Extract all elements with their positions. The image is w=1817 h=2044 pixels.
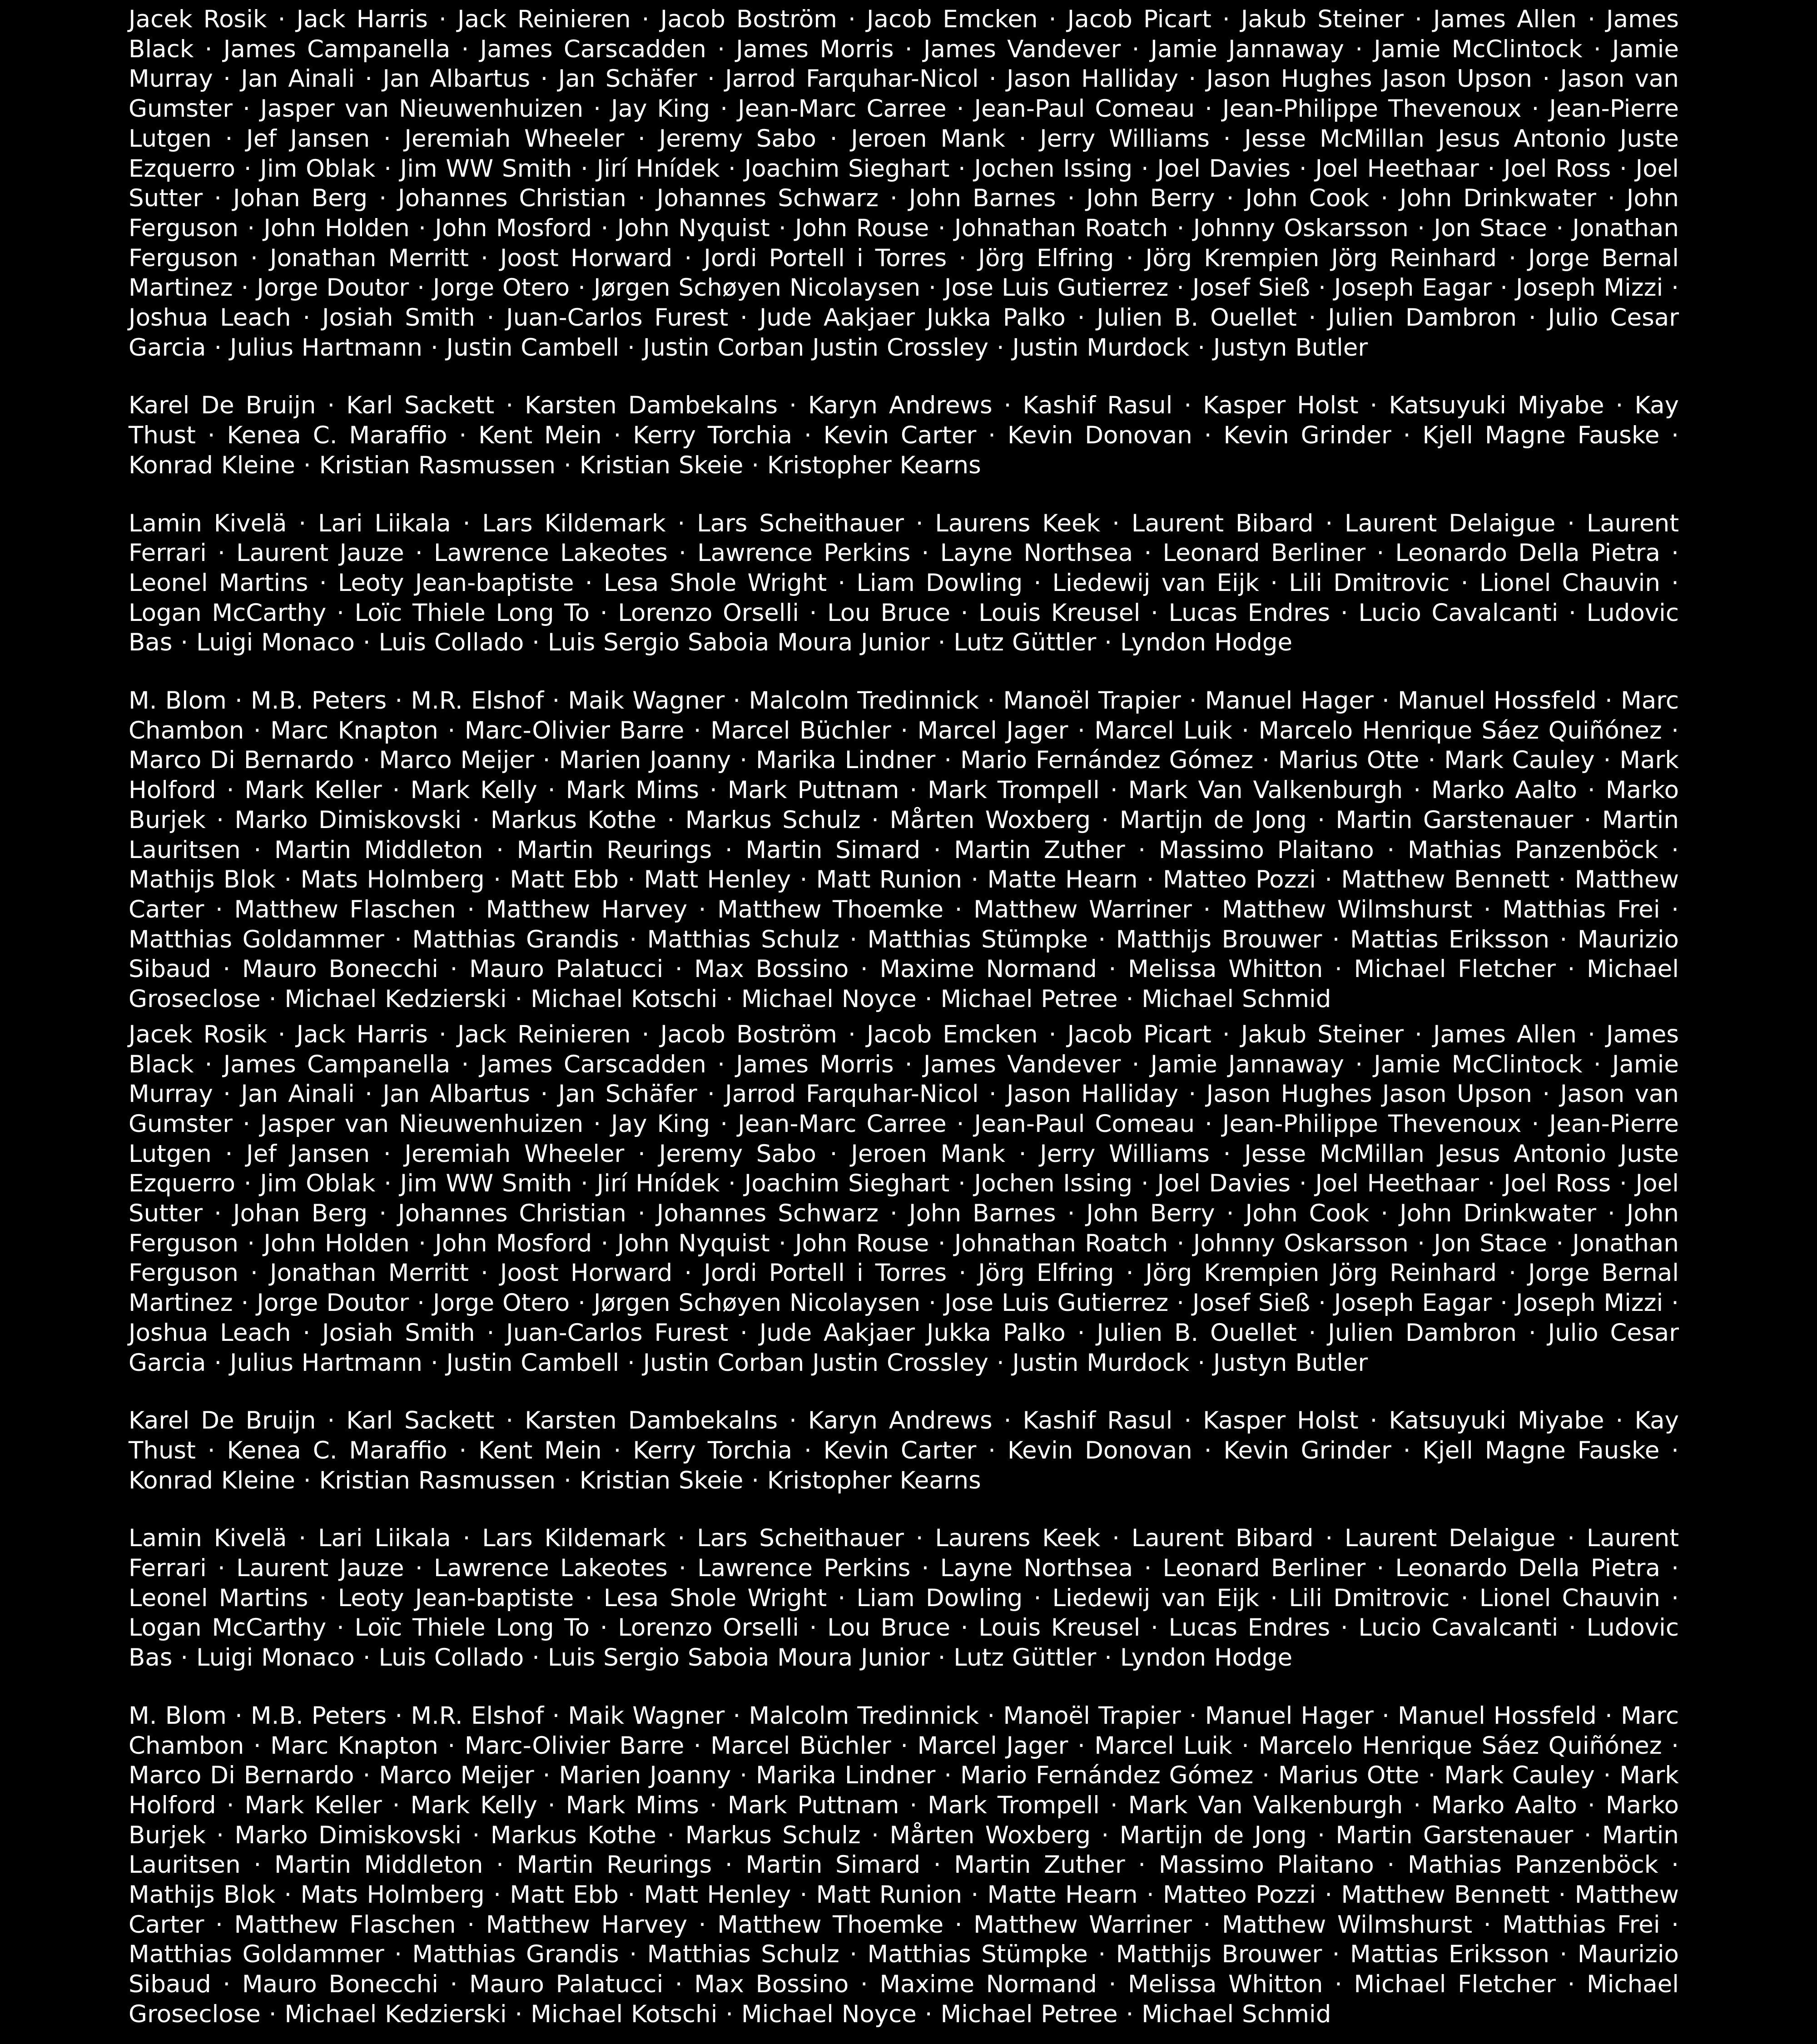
credits-paragraph-k-repeat: Karel De Bruijn · Karl Sackett · Karsten Dambekalns · Karyn Andrews · Kashif Rasul · Kasper Holst · Katsuyuki Miyabe · Kay Thust · Kenea C. Maraffio · Kent Mein · Kerry Torchia · Kevin Carter · Kevin Donovan · Kevin Grinder · Kjell Magne Fauske · Konrad Kleine · Kristian Rasmussen · Kristian Skeie · Kristopher Kearns — [129, 1407, 1679, 1494]
credits-paragraph-j: Jacek Rosik · Jack Harris · Jack Reinieren · Jacob Boström · Jacob Emcken · Jacob Picart · Jakub Steiner · James Allen · James Black · James Campanella · James Carscadden · James Morris · James Vandever · Jamie Jannaway · Jamie McClintock · Jamie Murray · Jan Ainali · Jan Albartus · Jan Schäfer · Jarrod Farquhar-Nicol · Jason Halliday · Jason Hughes Jason Upson · Jason van Gumster · Jasper van Nieuwenhuizen · Jay King · Jean-Marc Carree · Jean-Paul Comeau · Jean-Philippe Thevenoux · Jean-Pierre Lutgen · Jef Jansen · Jeremiah Wheeler · Jeremy Sabo · Jeroen Mank · Jerry Williams · Jesse McMillan Jesus Antonio Juste Ezquerro · Jim Oblak · Jim WW Smith · Jirí Hnídek · Joachim Sieghart · Jochen Issing · Joel Davies · Joel Heethaar · Joel Ross · Joel Sutter · Johan Berg · Johannes Christian · Johannes Schwarz · John Barnes · John Berry · John Cook · John Drinkwater · John Ferguson · John Holden · John Mosford · John Nyquist · John Rouse · Johnathan Roatch · Johnny Oskarsson · Jon Stace · Jonathan Ferguson · Jonathan Merritt · Joost Horward · Jordi Portell i Torres · Jörg Elfring · Jörg Krempien Jörg Reinhard · Jorge Bernal Martinez · Jorge Doutor · Jorge Otero · Jørgen Schøyen Nicolaysen · Jose Luis Gutierrez · Josef Sieß · Joseph Eagar · Joseph Mizzi · Joshua Leach · Josiah Smith · Juan-Carlos Furest · Jude Aakjaer Jukka Palko · Julien B. Ouellet · Julien Dambron · Julio Cesar Garcia · Julius Hartmann · Justin Cambell · Justin Corban Justin Crossley · Justin Murdock · Justyn Butler — [129, 5, 1679, 362]
credits-paragraph-m: M. Blom · M.B. Peters · M.R. Elshof · Maik Wagner · Malcolm Tredinnick · Manoël Trapier · Manuel Hager · Manuel Hossfeld · Marc Chambon · Marc Knapton · Marc-Olivier Barre · Marcel Büchler · Marcel Jager · Marcel Luik · Marcelo Henrique Sáez Quiñónez · Marco Di Bernardo · Marco Meijer · Marien Joanny · Marika Lindner · Mario Fernández Gómez · Marius Otte · Mark Cauley · Mark Holford · Mark Keller · Mark Kelly · Mark Mims · Mark Puttnam · Mark Trompell · Mark Van Valkenburgh · Marko Aalto · Marko Burjek · Marko Dimiskovski · Markus Kothe · Markus Schulz · Mårten Woxberg · Martijn de Jong · Martin Garstenauer · Martin Lauritsen · Martin Middleton · Martin Reurings · Martin Simard · Martin Zuther · Massimo Plaitano · Mathias Panzenböck · Mathijs Blok · Mats Holmberg · Matt Ebb · Matt Henley · Matt Runion · Matte Hearn · Matteo Pozzi · Matthew Bennett · Matthew Carter · Matthew Flaschen · Matthew Harvey · Matthew Thoemke · Matthew Warriner · Matthew Wilmshurst · Matthias Frei · Matthias Goldammer · Matthias Grandis · Matthias Schulz · Matthias Stümpke · Matthijs Brouwer · Mattias Eriksson · Maurizio Sibaud · Mauro Bonecchi · Mauro Palatucci · Max Bossino · Maxime Normand · Melissa Whitton · Michael Fletcher · Michael Groseclose · Michael Kedzierski · Michael Kotschi · Michael Noyce · Michael Petree · Michael Schmid — [129, 687, 1679, 1013]
credits-paragraph-l: Lamin Kivelä · Lari Liikala · Lars Kildemark · Lars Scheithauer · Laurens Keek · Laurent Bibard · Laurent Delaigue · Laurent Ferrari · Laurent Jauze · Lawrence Lakeotes · Lawrence Perkins · Layne Northsea · Leonard Berliner · Leonardo Della Pietra · Leonel Martins · Leoty Jean-baptiste · Lesa Shole Wright · Liam Dowling · Liedewij van Eijk · Lili Dmitrovic · Lionel Chauvin · Logan McCarthy · Loïc Thiele Long To · Lorenzo Orselli · Lou Bruce · Louis Kreusel · Lucas Endres · Lucio Cavalcanti · Ludovic Bas · Luigi Monaco · Luis Collado · Luis Sergio Saboia Moura Junior · Lutz Güttler · Lyndon Hodge — [129, 509, 1679, 657]
credits-paragraph-m-repeat: M. Blom · M.B. Peters · M.R. Elshof · Maik Wagner · Malcolm Tredinnick · Manoël Trapier · Manuel Hager · Manuel Hossfeld · Marc Chambon · Marc Knapton · Marc-Olivier Barre · Marcel Büchler · Marcel Jager · Marcel Luik · Marcelo Henrique Sáez Quiñónez · Marco Di Bernardo · Marco Meijer · Marien Joanny · Marika Lindner · Mario Fernández Gómez · Marius Otte · Mark Cauley · Mark Holford · Mark Keller · Mark Kelly · Mark Mims · Mark Puttnam · Mark Trompell · Mark Van Valkenburgh · Marko Aalto · Marko Burjek · Marko Dimiskovski · Markus Kothe · Markus Schulz · Mårten Woxberg · Martijn de Jong · Martin Garstenauer · Martin Lauritsen · Martin Middleton · Martin Reurings · Martin Simard · Martin Zuther · Massimo Plaitano · Mathias Panzenböck · Mathijs Blok · Mats Holmberg · Matt Ebb · Matt Henley · Matt Runion · Matte Hearn · Matteo Pozzi · Matthew Bennett · Matthew Carter · Matthew Flaschen · Matthew Harvey · Matthew Thoemke · Matthew Warriner · Matthew Wilmshurst · Matthias Frei · Matthias Goldammer · Matthias Grandis · Matthias Schulz · Matthias Stümpke · Matthijs Brouwer · Mattias Eriksson · Maurizio Sibaud · Mauro Bonecchi · Mauro Palatucci · Max Bossino · Maxime Normand · Melissa Whitton · Michael Fletcher · Michael Groseclose · Michael Kedzierski · Michael Kotschi · Michael Noyce · Michael Petree · Michael Schmid — [129, 1702, 1679, 2028]
credits-paragraph-k: Karel De Bruijn · Karl Sackett · Karsten Dambekalns · Karyn Andrews · Kashif Rasul · Kasper Holst · Katsuyuki Miyabe · Kay Thust · Kenea C. Maraffio · Kent Mein · Kerry Torchia · Kevin Carter · Kevin Donovan · Kevin Grinder · Kjell Magne Fauske · Konrad Kleine · Kristian Rasmussen · Kristian Skeie · Kristopher Kearns — [129, 392, 1679, 479]
credits-block-1 — [129, 5, 1679, 1014]
credits-paragraph-l-repeat: Lamin Kivelä · Lari Liikala · Lars Kildemark · Lars Scheithauer · Laurens Keek · Laurent Bibard · Laurent Delaigue · Laurent Ferrari · Laurent Jauze · Lawrence Lakeotes · Lawrence Perkins · Layne Northsea · Leonard Berliner · Leonardo Della Pietra · Leonel Martins · Leoty Jean-baptiste · Lesa Shole Wright · Liam Dowling · Liedewij van Eijk · Lili Dmitrovic · Lionel Chauvin · Logan McCarthy · Loïc Thiele Long To · Lorenzo Orselli · Lou Bruce · Louis Kreusel · Lucas Endres · Lucio Cavalcanti · Ludovic Bas · Luigi Monaco · Luis Collado · Luis Sergio Saboia Moura Junior · Lutz Güttler · Lyndon Hodge — [129, 1524, 1679, 1672]
credits-paragraph-j-repeat: Jacek Rosik · Jack Harris · Jack Reinieren · Jacob Boström · Jacob Emcken · Jacob Picart · Jakub Steiner · James Allen · James Black · James Campanella · James Carscadden · James Morris · James Vandever · Jamie Jannaway · Jamie McClintock · Jamie Murray · Jan Ainali · Jan Albartus · Jan Schäfer · Jarrod Farquhar-Nicol · Jason Halliday · Jason Hughes Jason Upson · Jason van Gumster · Jasper van Nieuwenhuizen · Jay King · Jean-Marc Carree · Jean-Paul Comeau · Jean-Philippe Thevenoux · Jean-Pierre Lutgen · Jef Jansen · Jeremiah Wheeler · Jeremy Sabo · Jeroen Mank · Jerry Williams · Jesse McMillan Jesus Antonio Juste Ezquerro · Jim Oblak · Jim WW Smith · Jirí Hnídek · Joachim Sieghart · Jochen Issing · Joel Davies · Joel Heethaar · Joel Ross · Joel Sutter · Johan Berg · Johannes Christian · Johannes Schwarz · John Barnes · John Berry · John Cook · John Drinkwater · John Ferguson · John Holden · John Mosford · John Nyquist · John Rouse · Johnathan Roatch · Johnny Oskarsson · Jon Stace · Jonathan Ferguson · Jonathan Merritt · Joost Horward · Jordi Portell i Torres · Jörg Elfring · Jörg Krempien Jörg Reinhard · Jorge Bernal Martinez · Jorge Doutor · Jorge Otero · Jørgen Schøyen Nicolaysen · Jose Luis Gutierrez · Josef Sieß · Joseph Eagar · Joseph Mizzi · Joshua Leach · Josiah Smith · Juan-Carlos Furest · Jude Aakjaer Jukka Palko · Julien B. Ouellet · Julien Dambron · Julio Cesar Garcia · Julius Hartmann · Justin Cambell · Justin Corban Justin Crossley · Justin Murdock · Justyn Butler — [129, 1020, 1679, 1377]
credits-block-2 — [129, 1020, 1679, 2029]
